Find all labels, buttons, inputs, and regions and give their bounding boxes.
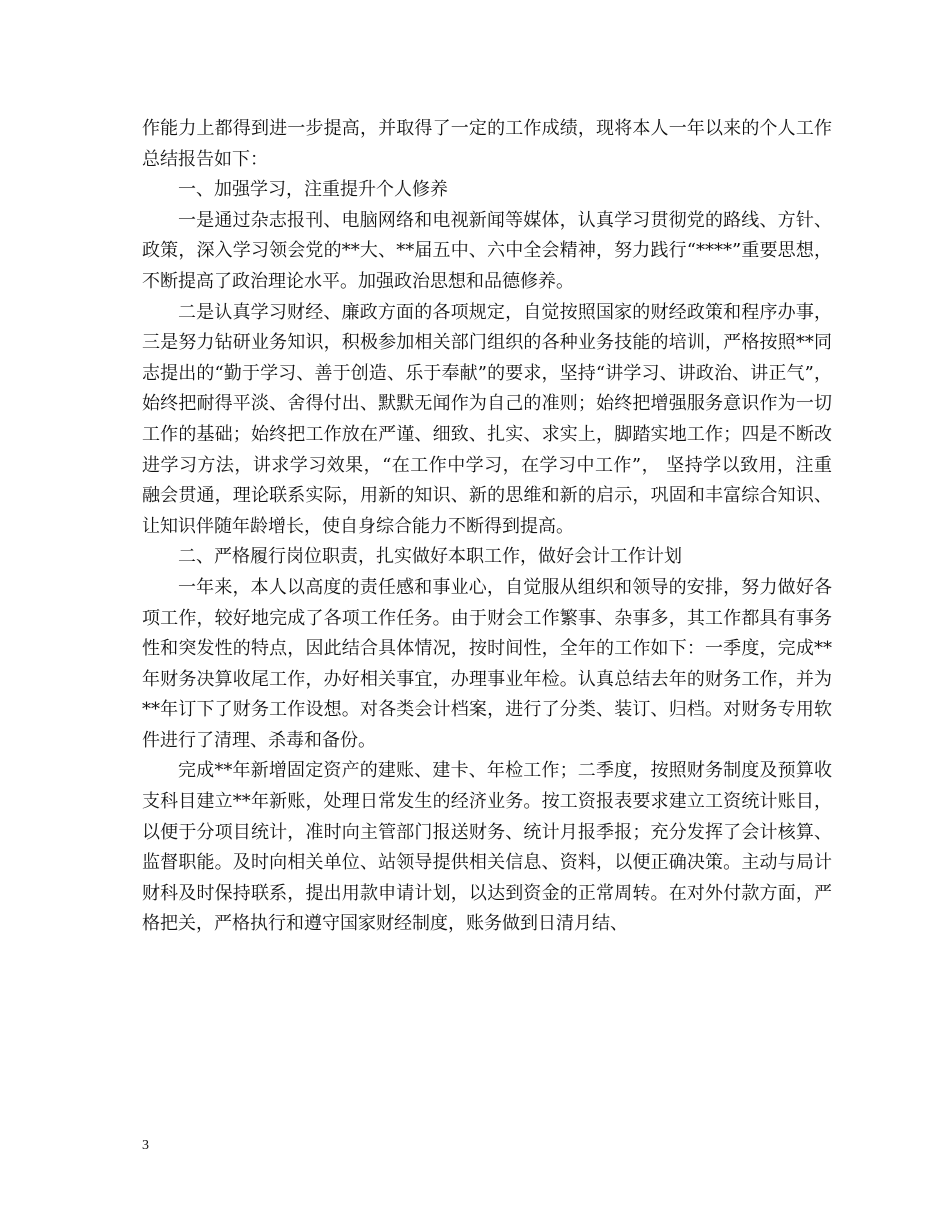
paragraph-4: 一年来，本人以高度的责任感和事业心，自觉服从组织和领导的安排，努力做好各项工作，较好地完成了各项工作任务。由于财会工作繁事、杂事多，其工作都具有事务性和突发性的特点，因此结合具体情况，按时间性，全年的工作如下：一季度，完成**年财务决算收尾工作，办好相关事宜，办理事业年检。认真总结去年的财务工作，并为**年订下了财务工作设想。对各类会计档案，进行了分类、装订、归档。对财务专用软件进行了清理、杀毒和备份。 (142, 576, 832, 751)
section-heading-1: 一、加强学习，注重提升个人修养 (178, 179, 448, 201)
section-heading-2: 二、严格履行岗位职责，扎实做好本职工作，做好会计工作计划 (178, 546, 682, 568)
paragraph-2: 一是通过杂志报刊、电脑网络和电视新闻等媒体，认真学习贯彻党的路线、方针、政策，深入学习领会党的**大、**届五中、六中全会精神，努力践行“****”重要思想，不断提高了政治理论水平。加强政治思想和品德修养。 (142, 209, 832, 292)
paragraph-5: 完成**年新增固定资产的建账、建卡、年检工作；二季度，按照财务制度及预算收支科目建立**年新账，处理日常发生的经济业务。按工资报表要求建立工资统计账目，以便于分项目统计，准时向主管部门报送财务、统计月报季报；充分发挥了会计核算、监督职能。及时向相关单位、站领导提供相关信息、资料，以便正确决策。主动与局计财科及时保持联系，提出用款申请计划，以达到资金的正常周转。在对外付款方面，严格把关，严格执行和遵守国家财经制度，账务做到日清月结、 (142, 760, 832, 935)
paragraph-3: 二是认真学习财经、廉政方面的各项规定，自觉按照国家的财经政策和程序办事，三是努力钻研业务知识，积极参加相关部门组织的各种业务技能的培训，严格按照**同志提出的“勤于学习、善于创造、乐于奉献”的要求，坚持“讲学习、讲政治、讲正气”，始终把耐得平淡、舍得付出、默默无闻作为自己的准则；始终把增强服务意识作为一切工作的基础；始终把工作放在严谨、细致、扎实、求实上，脚踏实地工作；四是不断改进学习方法，讲求学习效果，“在工作中学习，在学习中工作”， 坚持学以致用，注重融会贯通，理论联系实际，用新的知识、新的思维和新的启示，巩固和丰富综合知识、让知识伴随年龄增长，使自身综合能力不断得到提高。 (142, 301, 832, 537)
paragraph-1: 作能力上都得到进一步提高，并取得了一定的工作成绩，现将本人一年以来的个人工作总结报告如下： (142, 118, 832, 170)
document-body (142, 114, 832, 940)
page-number: 3 (142, 1138, 149, 1153)
